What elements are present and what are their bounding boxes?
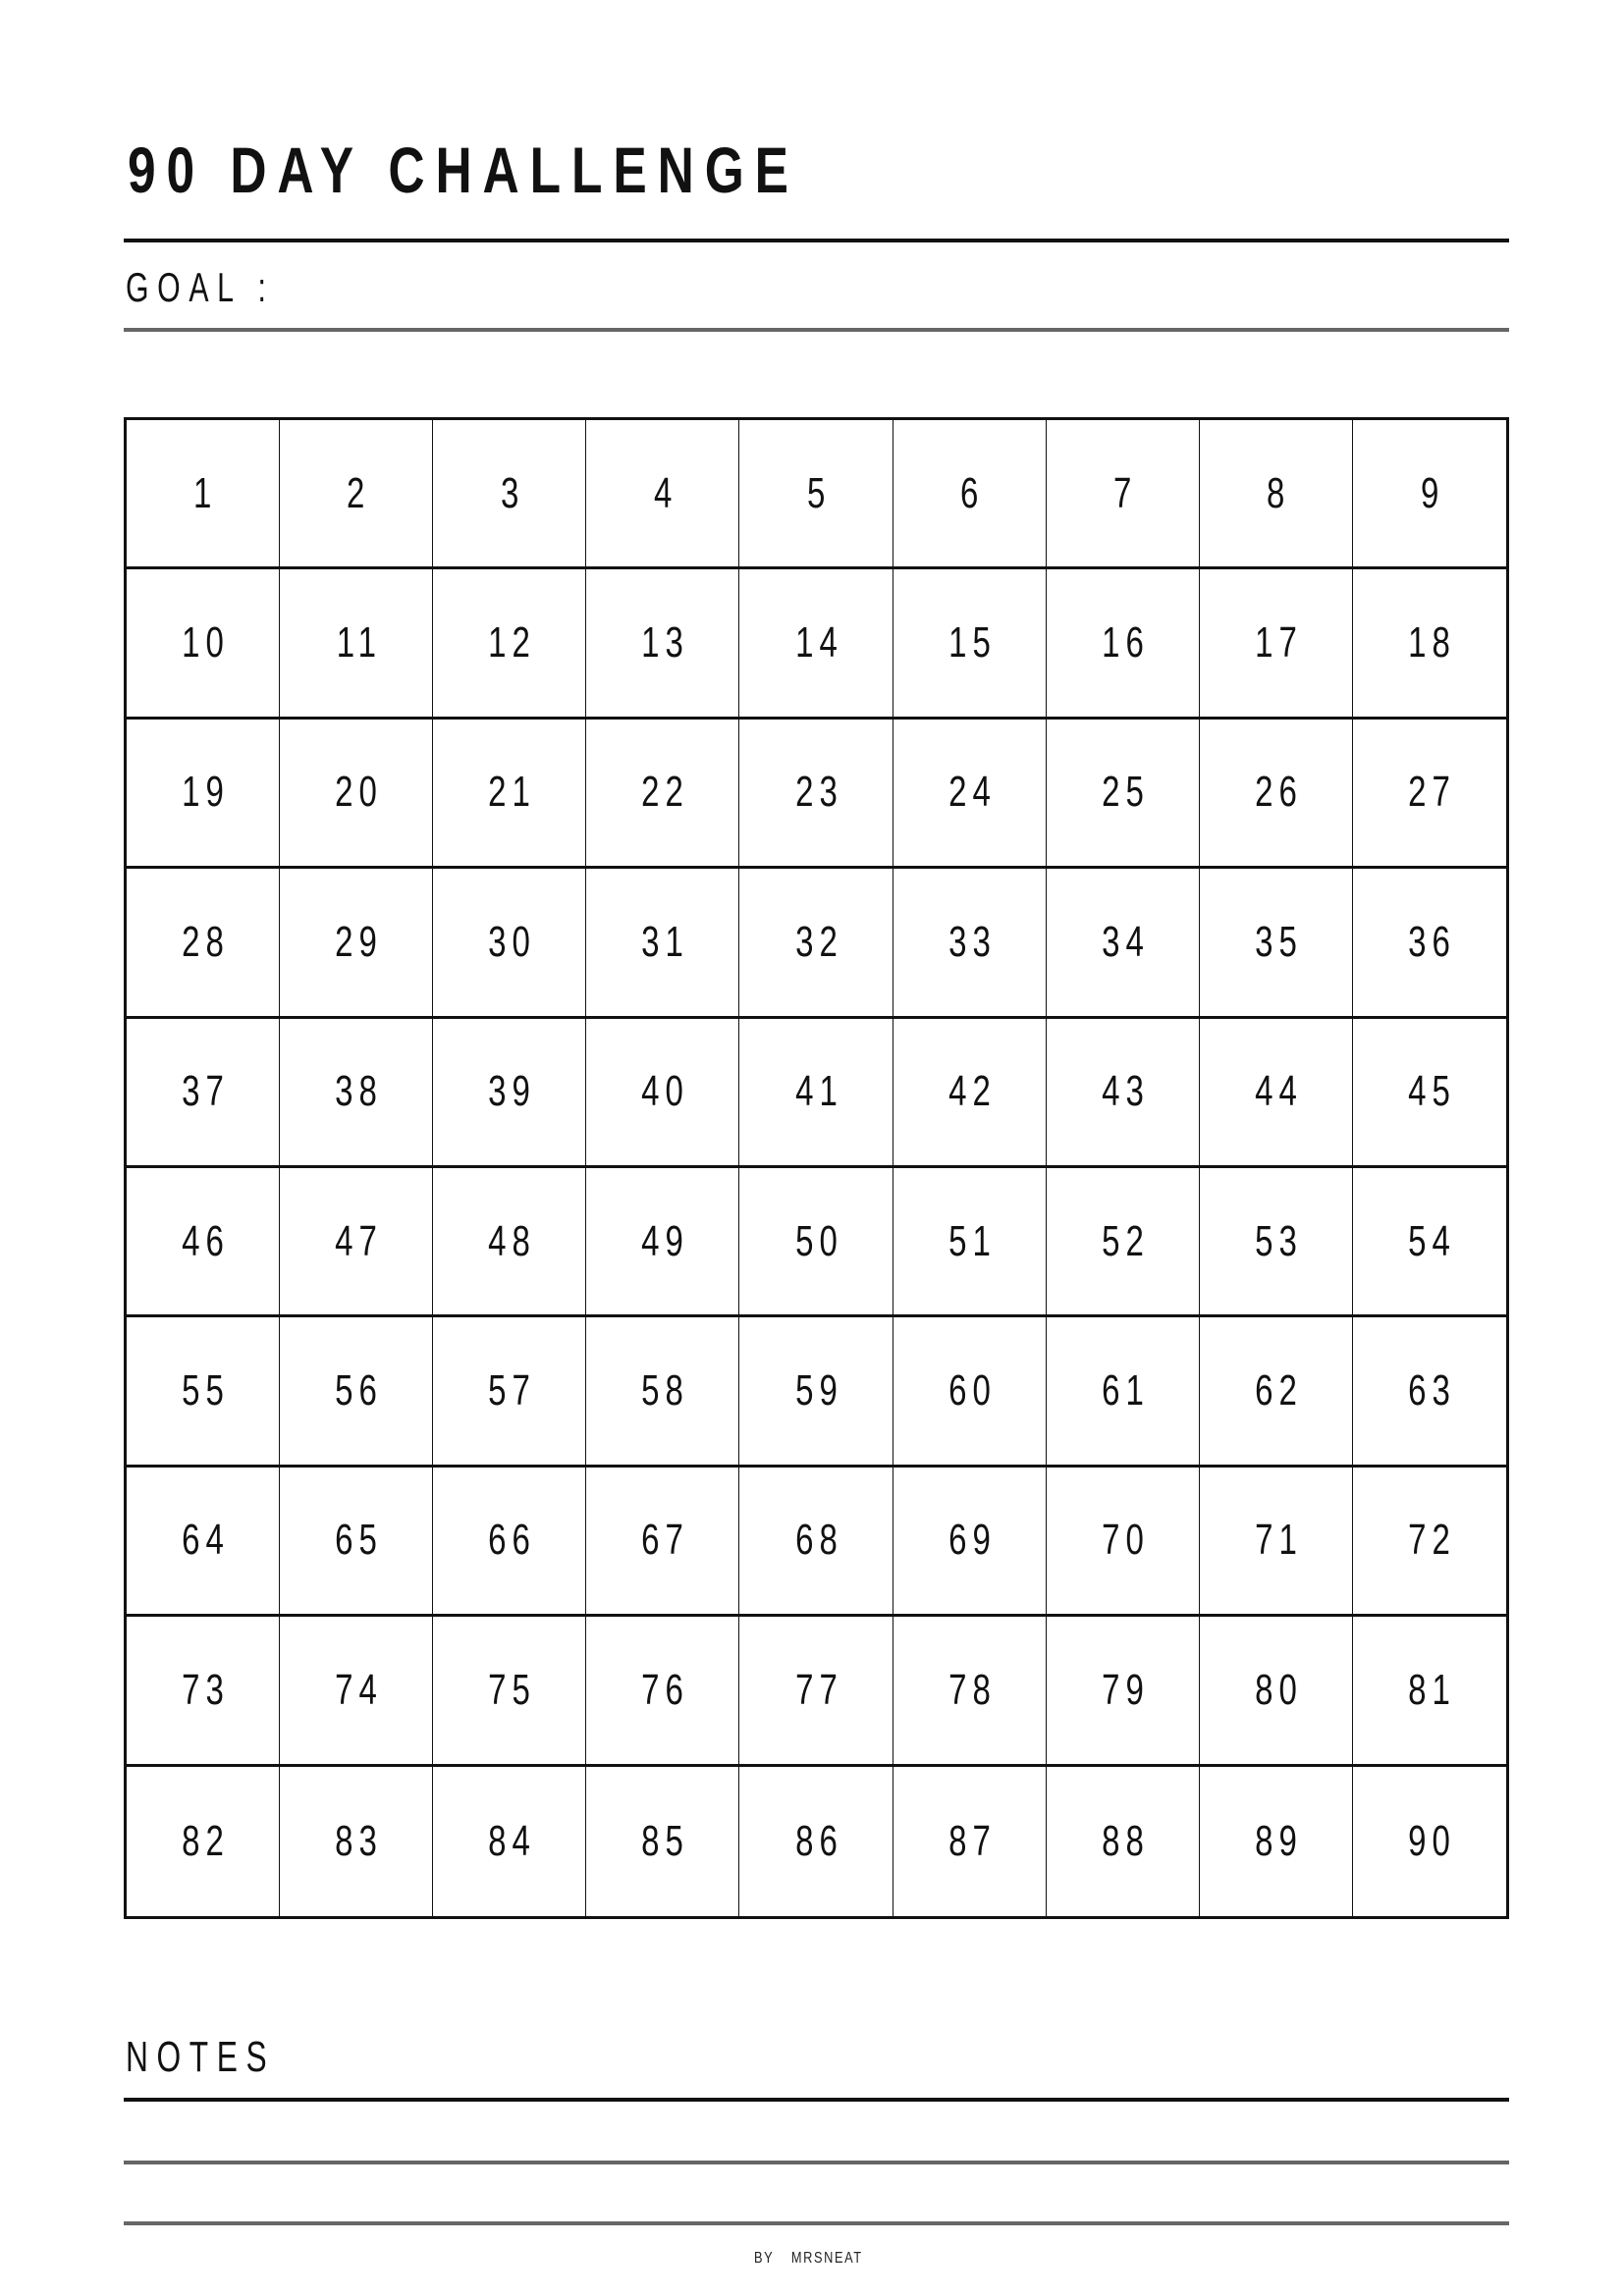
day-number: 45: [1408, 1067, 1457, 1116]
day-cell[interactable]: [893, 1767, 1047, 1916]
day-cell[interactable]: [127, 420, 280, 569]
day-number: 21: [488, 768, 537, 817]
day-number: 90: [1408, 1816, 1457, 1865]
day-cell[interactable]: [1047, 720, 1200, 869]
day-cell[interactable]: [586, 1617, 739, 1766]
day-number: 38: [335, 1067, 384, 1116]
day-number: 11: [336, 618, 382, 667]
day-cell[interactable]: [739, 420, 893, 569]
day-number: 35: [1254, 917, 1303, 966]
day-grid: [124, 417, 1509, 1919]
day-number: 57: [488, 1366, 537, 1415]
day-number: 84: [488, 1816, 537, 1865]
day-cell[interactable]: [1353, 1019, 1506, 1168]
day-number: 10: [182, 618, 230, 667]
day-cell[interactable]: [280, 1019, 433, 1168]
day-cell[interactable]: [739, 1767, 893, 1916]
day-cell[interactable]: [1353, 1168, 1506, 1317]
day-number: 68: [794, 1516, 843, 1565]
day-cell[interactable]: [893, 1317, 1047, 1467]
day-cell[interactable]: [1353, 869, 1506, 1018]
day-number: 70: [1101, 1516, 1150, 1565]
day-number: 36: [1408, 917, 1457, 966]
day-number: 37: [182, 1067, 230, 1116]
day-cell[interactable]: [1200, 1617, 1353, 1766]
day-cell[interactable]: [280, 1767, 433, 1916]
day-number: 85: [641, 1816, 690, 1865]
footer-by: BY: [754, 2250, 775, 2267]
day-cell[interactable]: [433, 1617, 586, 1766]
day-number: 29: [335, 917, 384, 966]
day-number: 62: [1254, 1366, 1303, 1415]
day-cell[interactable]: [893, 420, 1047, 569]
day-number: 80: [1254, 1665, 1303, 1714]
day-number: 83: [335, 1816, 384, 1865]
day-cell[interactable]: [1200, 1767, 1353, 1916]
day-cell[interactable]: [1200, 1019, 1353, 1168]
footer-credit: [754, 2250, 863, 2268]
day-number: 47: [335, 1216, 384, 1265]
day-cell[interactable]: [739, 1168, 893, 1317]
day-cell[interactable]: [280, 1317, 433, 1467]
day-cell[interactable]: [127, 1168, 280, 1317]
day-number: 33: [947, 917, 997, 966]
day-cell[interactable]: [893, 1168, 1047, 1317]
day-cell[interactable]: [1047, 420, 1200, 569]
day-cell[interactable]: [127, 1767, 280, 1916]
day-cell[interactable]: [127, 1317, 280, 1467]
day-cell[interactable]: [739, 720, 893, 869]
day-cell[interactable]: [127, 1617, 280, 1766]
goal-label: GOAL :: [126, 264, 275, 310]
day-cell[interactable]: [586, 569, 739, 719]
day-number: 64: [182, 1516, 230, 1565]
day-number: 16: [1101, 618, 1150, 667]
day-cell[interactable]: [1200, 869, 1353, 1018]
day-cell[interactable]: [280, 1468, 433, 1617]
day-number: 24: [947, 768, 997, 817]
day-cell[interactable]: [1353, 1468, 1506, 1617]
day-cell[interactable]: [1200, 569, 1353, 719]
day-number: 3: [500, 468, 524, 517]
day-cell[interactable]: [433, 420, 586, 569]
day-cell[interactable]: [280, 1617, 433, 1766]
day-cell[interactable]: [1353, 1767, 1506, 1916]
day-cell[interactable]: [893, 869, 1047, 1018]
notes-label: NOTES: [126, 2033, 276, 2081]
day-cell[interactable]: [433, 1168, 586, 1317]
day-cell[interactable]: [586, 869, 739, 1018]
day-cell[interactable]: [127, 869, 280, 1018]
day-cell[interactable]: [127, 720, 280, 869]
day-cell[interactable]: [433, 1019, 586, 1168]
day-cell[interactable]: [739, 1617, 893, 1766]
day-number: 78: [947, 1665, 997, 1714]
day-number: 82: [182, 1816, 230, 1865]
day-cell[interactable]: [739, 569, 893, 719]
day-number: 42: [947, 1067, 997, 1116]
footer-brand: MRSNEAT: [790, 2250, 863, 2267]
day-number: 51: [947, 1216, 997, 1265]
day-cell[interactable]: [739, 1019, 893, 1168]
day-cell[interactable]: [280, 420, 433, 569]
day-number: 58: [641, 1366, 690, 1415]
page-title: 90 DAY CHALLENGE: [128, 133, 799, 206]
day-cell[interactable]: [127, 1019, 280, 1168]
day-cell[interactable]: [586, 1168, 739, 1317]
day-cell[interactable]: [893, 1468, 1047, 1617]
day-cell[interactable]: [1353, 720, 1506, 869]
day-cell[interactable]: [1047, 1468, 1200, 1617]
day-number: 8: [1267, 468, 1291, 517]
day-number: 25: [1101, 768, 1150, 817]
day-number: 49: [641, 1216, 690, 1265]
day-number: 48: [488, 1216, 537, 1265]
day-number: 17: [1254, 618, 1303, 667]
day-number: 19: [182, 768, 230, 817]
day-cell[interactable]: [1200, 420, 1353, 569]
day-cell[interactable]: [433, 1468, 586, 1617]
day-number: 87: [947, 1816, 997, 1865]
day-number: 4: [653, 468, 678, 517]
day-number: 44: [1254, 1067, 1303, 1116]
day-number: 88: [1101, 1816, 1150, 1865]
day-number: 76: [641, 1665, 690, 1714]
day-number: 7: [1113, 468, 1138, 517]
day-number: 18: [1408, 618, 1457, 667]
day-number: 27: [1408, 768, 1457, 817]
day-number: 60: [947, 1366, 997, 1415]
day-number: 26: [1254, 768, 1303, 817]
day-cell[interactable]: [127, 1468, 280, 1617]
title-divider: [124, 239, 1509, 242]
day-cell[interactable]: [739, 1468, 893, 1617]
day-cell[interactable]: [1353, 569, 1506, 719]
day-number: 75: [488, 1665, 537, 1714]
day-cell[interactable]: [893, 1019, 1047, 1168]
notes-line-2[interactable]: [124, 2221, 1509, 2225]
day-number: 12: [488, 618, 537, 667]
day-number: 40: [641, 1067, 690, 1116]
day-cell[interactable]: [586, 720, 739, 869]
day-number: 77: [794, 1665, 843, 1714]
day-number: 54: [1408, 1216, 1457, 1265]
day-number: 53: [1254, 1216, 1303, 1265]
day-cell[interactable]: [586, 1468, 739, 1617]
day-cell[interactable]: [739, 869, 893, 1018]
day-cell[interactable]: [1200, 720, 1353, 869]
day-cell[interactable]: [1047, 1767, 1200, 1916]
day-cell[interactable]: [1047, 569, 1200, 719]
day-number: 72: [1408, 1516, 1457, 1565]
day-cell[interactable]: [1200, 1468, 1353, 1617]
day-number: 56: [335, 1366, 384, 1415]
day-cell[interactable]: [893, 1617, 1047, 1766]
day-cell[interactable]: [1047, 1168, 1200, 1317]
day-cell[interactable]: [280, 1168, 433, 1317]
day-number: 30: [488, 917, 537, 966]
day-number: 71: [1254, 1516, 1303, 1565]
day-number: 14: [794, 618, 843, 667]
day-number: 5: [806, 468, 832, 517]
day-number: 31: [641, 917, 690, 966]
day-cell[interactable]: [739, 1317, 893, 1467]
day-number: 9: [1420, 468, 1445, 517]
day-cell[interactable]: [1047, 1019, 1200, 1168]
day-cell[interactable]: [893, 720, 1047, 869]
day-number: 15: [947, 618, 997, 667]
day-number: 79: [1101, 1665, 1150, 1714]
day-number: 86: [794, 1816, 843, 1865]
day-number: 13: [641, 618, 690, 667]
day-cell[interactable]: [433, 1767, 586, 1916]
day-number: 1: [193, 468, 218, 517]
day-cell[interactable]: [1353, 1617, 1506, 1766]
day-cell[interactable]: [1200, 1317, 1353, 1467]
day-number: 69: [947, 1516, 997, 1565]
day-number: 81: [1408, 1665, 1457, 1714]
day-cell[interactable]: [1353, 420, 1506, 569]
day-number: 43: [1101, 1067, 1150, 1116]
day-number: 39: [488, 1067, 537, 1116]
day-number: 73: [182, 1665, 230, 1714]
day-number: 74: [335, 1665, 384, 1714]
day-cell[interactable]: [280, 720, 433, 869]
day-cell[interactable]: [127, 569, 280, 719]
day-number: 66: [488, 1516, 537, 1565]
day-number: 61: [1101, 1366, 1150, 1415]
day-cell[interactable]: [433, 1317, 586, 1467]
day-cell[interactable]: [433, 569, 586, 719]
notes-divider: [124, 2098, 1509, 2102]
day-cell[interactable]: [893, 569, 1047, 719]
day-number: 67: [641, 1516, 690, 1565]
day-number: 22: [641, 768, 690, 817]
day-number: 46: [182, 1216, 230, 1265]
day-cell[interactable]: [586, 420, 739, 569]
day-number: 6: [959, 468, 985, 517]
notes-line-1[interactable]: [124, 2161, 1509, 2164]
day-cell[interactable]: [280, 869, 433, 1018]
day-number: 20: [335, 768, 384, 817]
day-cell[interactable]: [433, 720, 586, 869]
day-cell[interactable]: [586, 1019, 739, 1168]
day-cell[interactable]: [586, 1767, 739, 1916]
day-number: 59: [794, 1366, 843, 1415]
day-number: 2: [347, 468, 371, 517]
day-number: 89: [1254, 1816, 1303, 1865]
day-cell[interactable]: [1047, 1617, 1200, 1766]
day-cell[interactable]: [433, 869, 586, 1018]
goal-input-line[interactable]: [124, 328, 1509, 332]
day-cell[interactable]: [1200, 1168, 1353, 1317]
day-cell[interactable]: [586, 1317, 739, 1467]
day-number: 63: [1408, 1366, 1457, 1415]
day-cell[interactable]: [1047, 1317, 1200, 1467]
day-number: 50: [794, 1216, 843, 1265]
day-cell[interactable]: [1047, 869, 1200, 1018]
day-cell[interactable]: [280, 569, 433, 719]
day-number: 41: [794, 1067, 843, 1116]
day-number: 34: [1101, 917, 1150, 966]
day-number: 32: [794, 917, 843, 966]
day-number: 55: [182, 1366, 230, 1415]
day-number: 52: [1101, 1216, 1150, 1265]
day-cell[interactable]: [1353, 1317, 1506, 1467]
day-number: 28: [182, 917, 230, 966]
day-number: 65: [335, 1516, 384, 1565]
day-number: 23: [794, 768, 843, 817]
